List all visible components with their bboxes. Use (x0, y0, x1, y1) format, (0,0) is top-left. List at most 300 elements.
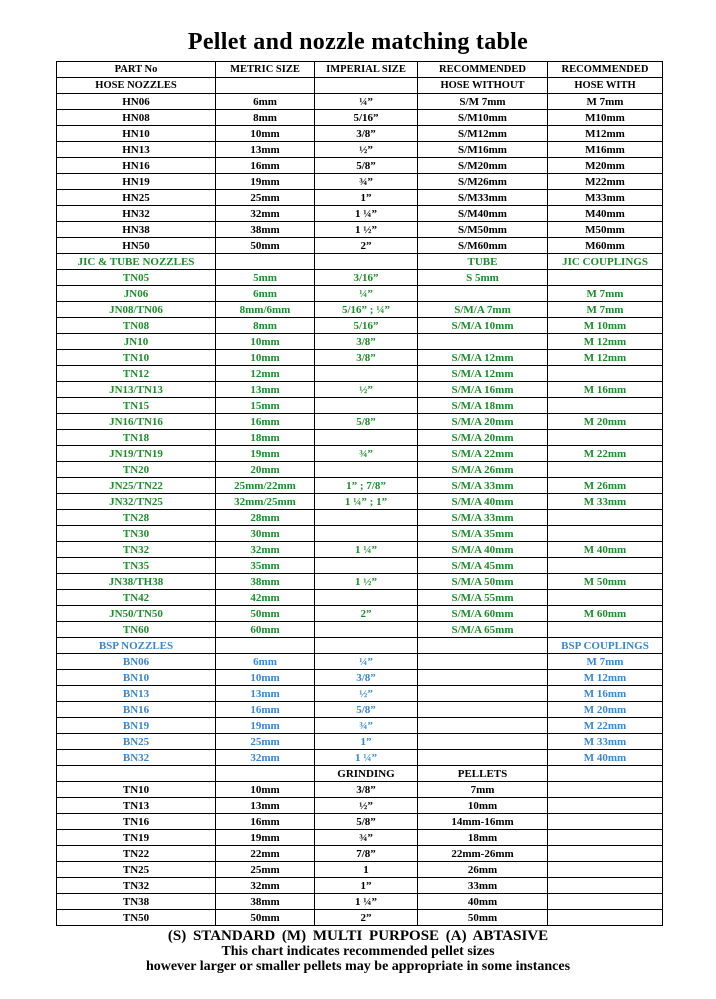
cell-recommended-a: 26mm (418, 862, 548, 878)
cell-part-no: TN10 (57, 350, 216, 366)
cell-metric-size: 13mm (216, 142, 315, 158)
cell-recommended-a: S/M/A 18mm (418, 398, 548, 414)
cell-imperial-size (315, 590, 418, 606)
cell-recommended-b: M 7mm (548, 302, 663, 318)
cell-part-no: JN06 (57, 286, 216, 302)
cell-recommended-b: M 26mm (548, 478, 663, 494)
cell-recommended-a: 18mm (418, 830, 548, 846)
cell-metric-size: 50mm (216, 910, 315, 926)
table-row (57, 398, 663, 414)
cell-imperial-size (315, 638, 418, 654)
cell-imperial-size (315, 526, 418, 542)
cell-recommended-b (548, 830, 663, 846)
cell-part-no: TN13 (57, 798, 216, 814)
cell-imperial-size: 1” (315, 878, 418, 894)
cell-metric-size: 10mm (216, 334, 315, 350)
cell-metric-size: 13mm (216, 798, 315, 814)
cell-imperial-size: ¾” (315, 830, 418, 846)
table-row (57, 510, 663, 526)
cell-imperial-size: 5/16” ; ¼” (315, 302, 418, 318)
cell-recommended-b: M 60mm (548, 606, 663, 622)
cell-recommended-b: M 12mm (548, 670, 663, 686)
cell-recommended-a (418, 734, 548, 750)
cell-metric-size: 6mm (216, 94, 315, 110)
cell-metric-size: 25mm (216, 734, 315, 750)
cell-imperial-size: 5/8” (315, 814, 418, 830)
cell-imperial-size (315, 430, 418, 446)
table-row (57, 686, 663, 702)
cell-metric-size: 10mm (216, 350, 315, 366)
cell-metric-size: 38mm (216, 222, 315, 238)
cell-recommended-a: S/M/A 60mm (418, 606, 548, 622)
cell-recommended-a (418, 686, 548, 702)
cell-metric-size: 16mm (216, 414, 315, 430)
cell-part-no: TN32 (57, 878, 216, 894)
cell-recommended-a: S/M 7mm (418, 94, 548, 110)
note-line-1: This chart indicates recommended pellet sizes (221, 944, 495, 959)
cell-part-no: BN19 (57, 718, 216, 734)
cell-recommended-a: S/M50mm (418, 222, 548, 238)
cell-imperial-size: 3/8” (315, 350, 418, 366)
cell-metric-size: 50mm (216, 238, 315, 254)
cell-imperial-size: 1 ½” (315, 574, 418, 590)
cell-imperial-size: ¾” (315, 718, 418, 734)
cell-recommended-a (418, 286, 548, 302)
cell-recommended-b: M16mm (548, 142, 663, 158)
cell-imperial-size: 7/8” (315, 846, 418, 862)
cell-recommended-b: M33mm (548, 190, 663, 206)
cell-recommended-a: S/M/A 16mm (418, 382, 548, 398)
table-row (57, 286, 663, 302)
cell-part-no: JN16/TN16 (57, 414, 216, 430)
cell-imperial-size (315, 398, 418, 414)
table-row (57, 750, 663, 766)
cell-imperial-size: 3/8” (315, 670, 418, 686)
table-row (57, 430, 663, 446)
table-row (57, 574, 663, 590)
cell-recommended-a: S/M16mm (418, 142, 548, 158)
cell-part-no: TN42 (57, 590, 216, 606)
cell-recommended-b: M 12mm (548, 350, 663, 366)
table-row (57, 350, 663, 366)
table-row (57, 862, 663, 878)
table-row (57, 814, 663, 830)
cell-part-no: TN22 (57, 846, 216, 862)
cell-metric-size: 13mm (216, 686, 315, 702)
cell-metric-size: 25mm/22mm (216, 478, 315, 494)
cell-recommended-b: M 22mm (548, 446, 663, 462)
table-row (57, 734, 663, 750)
cell-metric-size: 32mm (216, 206, 315, 222)
header-cell-metric-size (216, 78, 315, 94)
cell-imperial-size (315, 254, 418, 270)
table-row (57, 142, 663, 158)
cell-recommended-b: M 7mm (548, 94, 663, 110)
table-row (57, 126, 663, 142)
cell-recommended-b: M50mm (548, 222, 663, 238)
cell-part-no: HN08 (57, 110, 216, 126)
cell-recommended-a: S/M33mm (418, 190, 548, 206)
table-row (57, 542, 663, 558)
cell-metric-size: 13mm (216, 382, 315, 398)
cell-part-no: JN25/TN22 (57, 478, 216, 494)
cell-metric-size: 16mm (216, 702, 315, 718)
cell-metric-size: 12mm (216, 366, 315, 382)
table-row (57, 222, 663, 238)
cell-imperial-size: ½” (315, 686, 418, 702)
cell-metric-size: 6mm (216, 654, 315, 670)
cell-recommended-b (548, 462, 663, 478)
cell-recommended-b: M 10mm (548, 318, 663, 334)
cell-metric-size: 42mm (216, 590, 315, 606)
cell-imperial-size: 1 ¼” (315, 542, 418, 558)
cell-part-no: TN28 (57, 510, 216, 526)
cell-recommended-b: JIC COUPLINGS (548, 254, 663, 270)
cell-part-no: TN25 (57, 862, 216, 878)
cell-imperial-size: 2” (315, 238, 418, 254)
cell-part-no: HN50 (57, 238, 216, 254)
cell-recommended-a: S/M/A 55mm (418, 590, 548, 606)
cell-part-no: HN25 (57, 190, 216, 206)
table-row (57, 526, 663, 542)
cell-part-no: TN08 (57, 318, 216, 334)
cell-imperial-size: 3/8” (315, 334, 418, 350)
cell-part-no: TN38 (57, 894, 216, 910)
cell-recommended-b (548, 270, 663, 286)
table-row (57, 878, 663, 894)
header-cell-recommended-b: HOSE WITH (548, 78, 663, 94)
cell-recommended-b: M 33mm (548, 734, 663, 750)
table-row (57, 590, 663, 606)
cell-recommended-b: M 22mm (548, 718, 663, 734)
cell-imperial-size: 1 ¼” (315, 894, 418, 910)
table-row (57, 334, 663, 350)
table-row (57, 318, 663, 334)
cell-metric-size (216, 638, 315, 654)
cell-imperial-size: 5/16” (315, 110, 418, 126)
cell-part-no: HN19 (57, 174, 216, 190)
table-row (57, 766, 663, 782)
cell-part-no: HN06 (57, 94, 216, 110)
cell-recommended-b (548, 766, 663, 782)
cell-recommended-b: M 16mm (548, 382, 663, 398)
table-row (57, 206, 663, 222)
header-cell-recommended-b: RECOMMENDED (548, 62, 663, 78)
cell-imperial-size: GRINDING (315, 766, 418, 782)
cell-part-no: JN50/TN50 (57, 606, 216, 622)
cell-recommended-a (418, 670, 548, 686)
cell-metric-size: 28mm (216, 510, 315, 526)
cell-imperial-size: 5/8” (315, 158, 418, 174)
cell-recommended-a: S/M26mm (418, 174, 548, 190)
cell-recommended-b: M40mm (548, 206, 663, 222)
cell-recommended-b (548, 814, 663, 830)
cell-recommended-b (548, 910, 663, 926)
cell-recommended-a (418, 654, 548, 670)
table-body (57, 62, 663, 926)
cell-recommended-a: 22mm-26mm (418, 846, 548, 862)
cell-imperial-size: 1 (315, 862, 418, 878)
cell-part-no: HN38 (57, 222, 216, 238)
cell-recommended-b: M 20mm (548, 414, 663, 430)
header-cell-metric-size: METRIC SIZE (216, 62, 315, 78)
cell-imperial-size: ¾” (315, 446, 418, 462)
cell-metric-size: 5mm (216, 270, 315, 286)
table-row (57, 894, 663, 910)
cell-recommended-a: S/M20mm (418, 158, 548, 174)
cell-recommended-b: M60mm (548, 238, 663, 254)
table-row (57, 654, 663, 670)
cell-part-no: BN25 (57, 734, 216, 750)
table-row (57, 558, 663, 574)
cell-recommended-a: S/M/A 40mm (418, 494, 548, 510)
cell-part-no: BN10 (57, 670, 216, 686)
cell-recommended-a: S/M/A 33mm (418, 478, 548, 494)
cell-metric-size: 25mm (216, 862, 315, 878)
cell-part-no: TN20 (57, 462, 216, 478)
cell-metric-size: 19mm (216, 830, 315, 846)
cell-recommended-a: S/M/A 35mm (418, 526, 548, 542)
cell-metric-size: 10mm (216, 670, 315, 686)
cell-metric-size: 32mm (216, 750, 315, 766)
cell-metric-size: 18mm (216, 430, 315, 446)
cell-metric-size: 25mm (216, 190, 315, 206)
cell-recommended-b: M 40mm (548, 750, 663, 766)
cell-recommended-a: 50mm (418, 910, 548, 926)
cell-imperial-size (315, 558, 418, 574)
table-row (57, 478, 663, 494)
cell-metric-size: 19mm (216, 174, 315, 190)
cell-recommended-b: M 12mm (548, 334, 663, 350)
matching-table (56, 61, 663, 926)
header-cell-part-no: HOSE NOZZLES (57, 78, 216, 94)
cell-part-no: BSP NOZZLES (57, 638, 216, 654)
table-row (57, 366, 663, 382)
cell-imperial-size: ½” (315, 142, 418, 158)
cell-part-no: BN13 (57, 686, 216, 702)
header-cell-imperial-size (315, 78, 418, 94)
cell-imperial-size: ¾” (315, 174, 418, 190)
cell-imperial-size: ¼” (315, 654, 418, 670)
cell-part-no: TN32 (57, 542, 216, 558)
cell-metric-size: 50mm (216, 606, 315, 622)
cell-recommended-b (548, 782, 663, 798)
table-row (57, 254, 663, 270)
cell-recommended-a: S/M/A 33mm (418, 510, 548, 526)
cell-recommended-a: S/M60mm (418, 238, 548, 254)
cell-recommended-a: S/M12mm (418, 126, 548, 142)
cell-recommended-b (548, 894, 663, 910)
cell-recommended-b: M 50mm (548, 574, 663, 590)
cell-metric-size: 35mm (216, 558, 315, 574)
table-row (57, 718, 663, 734)
cell-recommended-b (548, 846, 663, 862)
cell-metric-size: 19mm (216, 446, 315, 462)
table-row (57, 414, 663, 430)
cell-part-no: TN35 (57, 558, 216, 574)
cell-part-no: HN32 (57, 206, 216, 222)
cell-recommended-a: S/M/A 22mm (418, 446, 548, 462)
table-row (57, 606, 663, 622)
cell-recommended-a: S/M/A 45mm (418, 558, 548, 574)
table-row (57, 782, 663, 798)
table-row (57, 238, 663, 254)
cell-recommended-a: 40mm (418, 894, 548, 910)
cell-part-no: BN32 (57, 750, 216, 766)
table-row (57, 110, 663, 126)
cell-recommended-a: S/M/A 20mm (418, 430, 548, 446)
cell-metric-size: 19mm (216, 718, 315, 734)
cell-part-no: TN18 (57, 430, 216, 446)
cell-recommended-b: M 20mm (548, 702, 663, 718)
cell-imperial-size: 1 ¼” (315, 206, 418, 222)
cell-recommended-a (418, 750, 548, 766)
cell-imperial-size: ¼” (315, 286, 418, 302)
cell-recommended-a: 7mm (418, 782, 548, 798)
cell-part-no: BN06 (57, 654, 216, 670)
cell-part-no: JN08/TN06 (57, 302, 216, 318)
cell-imperial-size: 3/8” (315, 782, 418, 798)
cell-part-no: HN16 (57, 158, 216, 174)
cell-recommended-a (418, 718, 548, 734)
cell-imperial-size (315, 366, 418, 382)
header-cell-part-no: PART No (57, 62, 216, 78)
cell-imperial-size (315, 510, 418, 526)
table-row (57, 638, 663, 654)
table-row (57, 622, 663, 638)
cell-recommended-b (548, 558, 663, 574)
cell-metric-size: 60mm (216, 622, 315, 638)
cell-part-no: JN32/TN25 (57, 494, 216, 510)
cell-recommended-a: S/M/A 50mm (418, 574, 548, 590)
cell-recommended-b: M 16mm (548, 686, 663, 702)
cell-metric-size: 38mm (216, 894, 315, 910)
cell-recommended-a: PELLETS (418, 766, 548, 782)
table-row (57, 174, 663, 190)
cell-recommended-a (418, 334, 548, 350)
cell-imperial-size: 5/16” (315, 318, 418, 334)
table-row (57, 190, 663, 206)
cell-part-no: TN12 (57, 366, 216, 382)
cell-imperial-size (315, 462, 418, 478)
cell-metric-size (216, 254, 315, 270)
cell-imperial-size: 1 ¼” ; 1” (315, 494, 418, 510)
cell-metric-size: 32mm/25mm (216, 494, 315, 510)
cell-recommended-b (548, 366, 663, 382)
cell-metric-size: 20mm (216, 462, 315, 478)
cell-part-no: JIC & TUBE NOZZLES (57, 254, 216, 270)
table-row (57, 798, 663, 814)
cell-recommended-b (548, 878, 663, 894)
cell-recommended-b (548, 590, 663, 606)
cell-metric-size: 8mm (216, 318, 315, 334)
cell-imperial-size: 3/8” (315, 126, 418, 142)
table-row (57, 702, 663, 718)
cell-imperial-size: ½” (315, 382, 418, 398)
cell-metric-size: 16mm (216, 814, 315, 830)
cell-recommended-b: M20mm (548, 158, 663, 174)
cell-recommended-b (548, 622, 663, 638)
cell-imperial-size: 1 ½” (315, 222, 418, 238)
cell-recommended-a: S/M40mm (418, 206, 548, 222)
cell-recommended-b: M22mm (548, 174, 663, 190)
cell-recommended-b (548, 862, 663, 878)
cell-metric-size: 10mm (216, 782, 315, 798)
cell-recommended-a: S/M/A 40mm (418, 542, 548, 558)
cell-imperial-size: 1” ; 7/8” (315, 478, 418, 494)
cell-recommended-b: M 40mm (548, 542, 663, 558)
cell-part-no: JN13/TN13 (57, 382, 216, 398)
cell-recommended-b (548, 798, 663, 814)
cell-recommended-b: M 7mm (548, 286, 663, 302)
cell-imperial-size: ¼” (315, 94, 418, 110)
cell-part-no: TN05 (57, 270, 216, 286)
cell-recommended-b: BSP COUPLINGS (548, 638, 663, 654)
cell-recommended-a: 33mm (418, 878, 548, 894)
cell-recommended-a: S/M/A 12mm (418, 366, 548, 382)
cell-recommended-a (418, 702, 548, 718)
cell-recommended-b (548, 430, 663, 446)
cell-part-no: TN50 (57, 910, 216, 926)
legend-line: (S) STANDARD (M) MULTI PURPOSE (A) ABTASIVE (167, 928, 549, 944)
cell-metric-size: 30mm (216, 526, 315, 542)
cell-recommended-a: S/M/A 65mm (418, 622, 548, 638)
header-row (57, 62, 663, 78)
cell-part-no: TN15 (57, 398, 216, 414)
table-row (57, 270, 663, 286)
table-row (57, 158, 663, 174)
cell-metric-size: 16mm (216, 158, 315, 174)
table-row (57, 830, 663, 846)
table-row (57, 670, 663, 686)
table-row (57, 846, 663, 862)
cell-recommended-a: TUBE (418, 254, 548, 270)
note-line-2: however larger or smaller pellets may be appropriate in some instances (145, 959, 571, 974)
cell-recommended-b: M 33mm (548, 494, 663, 510)
cell-imperial-size: ½” (315, 798, 418, 814)
cell-recommended-a: S 5mm (418, 270, 548, 286)
cell-recommended-b (548, 398, 663, 414)
table-row (57, 382, 663, 398)
cell-part-no: TN16 (57, 814, 216, 830)
cell-part-no: BN16 (57, 702, 216, 718)
cell-metric-size: 6mm (216, 286, 315, 302)
cell-imperial-size: 1” (315, 190, 418, 206)
header-cell-imperial-size: IMPERIAL SIZE (315, 62, 418, 78)
cell-part-no (57, 766, 216, 782)
header-cell-recommended-a: HOSE WITHOUT (418, 78, 548, 94)
cell-part-no: JN10 (57, 334, 216, 350)
cell-part-no: JN19/TN19 (57, 446, 216, 462)
cell-metric-size: 32mm (216, 542, 315, 558)
cell-recommended-a: S/M/A 12mm (418, 350, 548, 366)
cell-metric-size: 38mm (216, 574, 315, 590)
cell-imperial-size: 2” (315, 910, 418, 926)
cell-part-no: TN60 (57, 622, 216, 638)
cell-imperial-size: 2” (315, 606, 418, 622)
cell-recommended-a: S/M10mm (418, 110, 548, 126)
cell-recommended-a: 10mm (418, 798, 548, 814)
cell-recommended-a: S/M/A 7mm (418, 302, 548, 318)
cell-metric-size: 8mm (216, 110, 315, 126)
table-row (57, 446, 663, 462)
table-row (57, 494, 663, 510)
cell-recommended-a: 14mm-16mm (418, 814, 548, 830)
cell-part-no: JN38/TH38 (57, 574, 216, 590)
table-row (57, 302, 663, 318)
cell-recommended-b (548, 526, 663, 542)
cell-imperial-size: 5/8” (315, 414, 418, 430)
